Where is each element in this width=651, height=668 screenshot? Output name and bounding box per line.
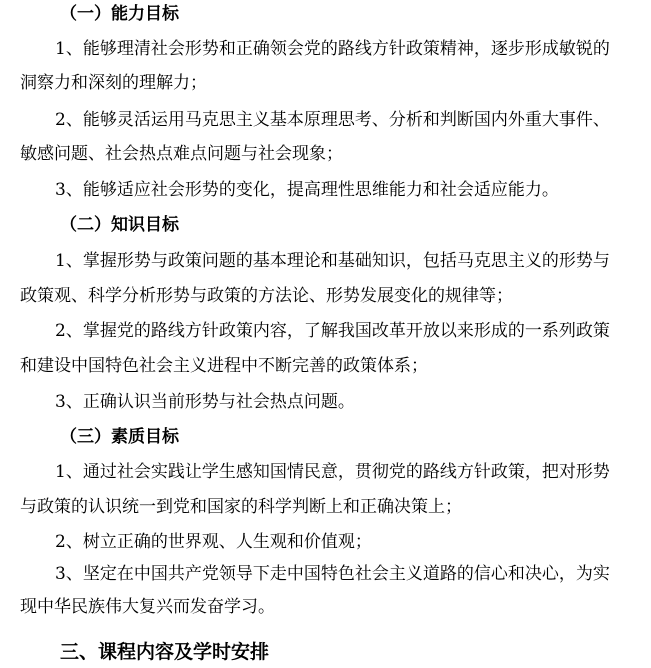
quality-item-3-line-2: 现中华民族伟大复兴而发奋学习。 [20, 597, 275, 617]
ability-item-3: 3、能够适应社会形势的变化，提高理性思维能力和社会适应能力。 [55, 180, 559, 200]
section-heading-ability: （一）能力目标 [60, 4, 179, 24]
knowledge-item-2-line-2: 和建设中国特色社会主义进程中不断完善的政策体系； [20, 356, 428, 376]
ability-item-2-line-1: 2、能够灵活运用马克思主义基本原理思考、分析和判断国内外重大事件、 [55, 110, 610, 130]
knowledge-item-2-line-1: 2、掌握党的路线方针政策内容，了解我国改革开放以来形成的一系列政策 [55, 321, 610, 341]
quality-item-2: 2、树立正确的世界观、人生观和价值观； [55, 532, 372, 552]
ability-item-2-line-2: 敏感问题、社会热点难点问题与社会现象； [20, 144, 343, 164]
section-heading-quality: （三）素质目标 [60, 427, 179, 447]
ability-item-1-line-2: 洞察力和深刻的理解力； [20, 73, 207, 93]
ability-item-1-line-1: 1、能够理清社会形势和正确领会党的路线方针政策精神，逐步形成敏锐的 [55, 39, 610, 59]
quality-item-1-line-2: 与政策的认识统一到党和国家的科学判断上和正确决策上； [20, 497, 462, 517]
knowledge-item-1-line-1: 1、掌握形势与政策问题的基本理论和基础知识，包括马克思主义的形势与 [55, 251, 610, 271]
knowledge-item-1-line-2: 政策观、科学分析形势与政策的方法论、形势发展变化的规律等； [20, 286, 513, 306]
section-heading-knowledge: （二）知识目标 [60, 215, 179, 235]
quality-item-1-line-1: 1、通过社会实践让学生感知国情民意，贯彻党的路线方针政策，把对形势 [55, 462, 610, 482]
knowledge-item-3: 3、正确认识当前形势与社会热点问题。 [55, 392, 355, 412]
next-section-heading: 三、课程内容及学时安排 [60, 641, 270, 663]
quality-item-3-line-1: 3、坚定在中国共产党领导下走中国特色社会主义道路的信心和决心，为实 [55, 564, 610, 584]
